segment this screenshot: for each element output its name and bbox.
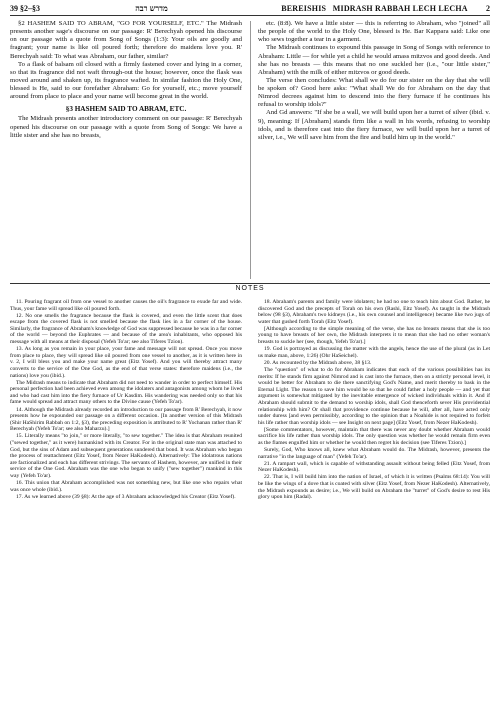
note: 18. Abraham's parents and family were idolaters; he had no one to teach him about God. Rather, he discovered God and the precepts of Torah on his own (Rashi, Eitz Yosef). As taught in the Midrash below (98 §3), Abraham's two kidneys (i.e., his own counsel and intelligence) became like two jugs of water that gushed forth Torah (Eitz Yosef). (258, 299, 490, 325)
note: 17. As we learned above (39 §8): At the age of 3 Abraham acknowledged his Creator (Eitz Yosef). (16, 493, 236, 500)
main-paragraph: The Midrash continues to expound this passage in Song of Songs with reference to Abraham: Little — for while yet a child he would amass mitzvos and good deeds. And she has no breasts — this means that no one suckled her (i.e., "our little sister," Abraham) with the milk of either mitzvos or good deeds. (258, 44, 490, 76)
main-paragraph: The verse then concludes: What shall we do for our sister on the day that she will be spoken of? Good here asks: "What shall We do for Abraham on the day that Nimrod decrees against him to descend into the fiery furnace if he continues his refusal to worship idols?" (258, 76, 490, 109)
main-paragraph: The Midrash presents another introductory comment on our passage: R' Berechyah opened his discourse on our passage with a quote from Song of Songs: We have a little sister and she has no breasts, (10, 115, 242, 139)
note: 12. No one smells the fragrance because the flask is covered, and even the little scent that does escape from the covered flask is not smelled because the flask lies in a far corner of the house. Similarly, the fragrance of Abraham's knowledge of God was suppressed because he was in a far corner of the world — beyond the Euphrates — and because of the area's inhabitants, who opposed his message with all means at their disposal (Yefeh To'ar; see also Tiferes Tzion). (10, 312, 242, 346)
header-page-number: 2 (486, 4, 490, 13)
note: 14. Although the Midrash already recorded an introduction to our passage from R' Berechyah, it now presents how he expounded our passage on a different occasion. [In another version of this Midrash (Shir HaShirim Rabbah on 1:2, §3), the preceding exposition is attributed to R' Yochanan rather than R' Berechyah (Yefeh To'ar; see also Maharzu).] (10, 406, 242, 433)
note: 22. That is, I will build him into the nation of Israel, of which it is written (Psalms 68:14): You will be like the wings of a dove that is coated with silver (Eitz Yosef, from Nezer HaKodesh). Alternatively, the Midrash expounds as desire; i.e., We will build on Abraham the "turret" of God's desire to rest His glory upon him (Radal). (258, 474, 490, 501)
column-divider (250, 21, 251, 279)
main-paragraph: To a flask of balsam oil closed with a firmly fastened cover and lying in a corner, so that its fragrance did not waft through-out the house; however, once the flask was moved around and shaken up, its fragrance wafted. In similar fashion the Holy One, blessed is He, said to our forefather Abraham: Go for yourself, etc.; move yourself around from place to place and your name will become great in the world. (10, 60, 242, 101)
note: 21. A rampart wall, which is capable of withstanding assault without being felled (Eitz Yosef, from Nezer HaKodesh). (258, 460, 490, 474)
notes-left-column (10, 299, 242, 708)
header-page-ref: 39 §2–§3 (10, 4, 40, 13)
main-left-column (10, 20, 242, 281)
note: 19. God is portrayed as discussing the matter with the angels, hence the use of the plural (as in Let us make man, above, 1:26) (Ohr HaSeichel). (258, 346, 490, 359)
section-heading: §3 HASHEM SAID TO ABRAM, ETC. (65, 105, 187, 114)
notes-heading: NOTES (235, 285, 265, 292)
note: 20. As recounted by the Midrash above, 38 §13. (264, 359, 372, 366)
note: [Although according to the simple meaning of the verse, she has no breasts means that she is too young to have breasts of her own, the Midrash interprets it to mean that she had no other woman's breasts to suckle her (see, though, Yefeh To'ar).] (258, 325, 490, 346)
note: The Midrash means to indicate that Abraham did not need to wander in order to perfect himself. His personal perfection had been achieved even among the idolaters and antagonists among whom he lived and who had cast him into the fiery furnace of Ur Kasdim. His wandering was needed only so that his fame would spread and attract many others to the Divine cause (Yefeh To'ar). (10, 379, 242, 406)
header-book-title: BEREISHIS MIDRASH RABBAH LECH LECHA (281, 4, 468, 13)
main-paragraph: And Gd answers: "If she be a wall, we will build upon her a turret of silver (ibid. v. 9), meaning: If [Abraham] stands firm like a wall in his words, refusing to worship idols, and is therefore cast into the fiery furnace, we will build upon her a turret of silver, i.e., We will save him from the fire and build him up in the world." (258, 109, 490, 141)
main-right-column (258, 20, 490, 281)
header-rule (10, 15, 490, 16)
note: 11. Pouring fragrant oil from one vessel to another causes the oil's fragrance to exude far and wide. Thus, your fame will spread like oil poured forth. (10, 299, 242, 312)
header-hebrew-running-title: מדרש רבה (135, 4, 168, 13)
notes-right-column (258, 299, 490, 708)
note: Surely, God, Who knows all, knew what Abraham would do. The Midrash, however, presents the narrative "in the language of man" (Yefeh To'ar). (258, 447, 490, 460)
running-header (10, 3, 490, 14)
note: 15. Literally means "to join," or more literally, "to sew together." The idea is that Abraham reunited ("sewed together," as it were) humankind with its Creator. For in the original state man was attached to God, but the sins of Adam and subsequent generations sundered that bond. It was Abraham who began the process of reattachment (Eitz Yosef, from Nezer HaKodesh). Alternatively: The idolatrous nations are factionalized and each has different strivings. The servants of Hashem, however, are unified in their service of the One God. Abraham was the one who began to unify ("sew together") mankind in this way (Yefeh To'ar). (10, 433, 242, 479)
note: The "question" of what to do for Abraham indicates that each of the various possibilities has its merits: If he stands firm against Nimrod and is cast into the furnace, then on a strictly personal level, it would be better for Abraham to die there sanctifying God's Name, and merit thereby to bask in the Eternal Light. The reason to save him would be so that he could father a holy people — and yet that argument is somewhat mitigated by the inevitable emergence of wicked individuals within it. And if Abraham should submit to the demand to worship idols, shall God thenceforth sever His providential relationship with him? Or shall that providence continue because he will, after all, have acted only under duress [and even permissibly, according to the opinion that a Noahide is not required to forfeit his life rather than worship idols — see Insight on next page] (Eitz Yosef, from Nezer HaKodesh). (258, 366, 490, 426)
note: 13. As long as you remain in your place, your fame and message will not spread. Once you move from place to place, they will spread like oil poured from one vessel to another, as it is written here in v. 2, I will bless you and make your name great (Eitz Yosef). And you will thereby attract many converts to the service of the One God, as the end of that verse states: therefore maidens (i.e., the nations) love you (ibid.). (10, 346, 242, 379)
main-paragraph: §2 HASHEM SAID TO ABRAM, "GO FOR YOURSELF, ETC." The Midrash presents another sage's discourse on our passage: R' Berechyah opened his discourse on our passage with a quote from Song of Songs (1:3): Your oils are goodly and fragrant; your name is like oil poured forth; therefore do maidens love you. R' Berechyah said: To what was Abraham, our father, similar? (10, 20, 242, 60)
notes-rule (10, 283, 490, 284)
note: [Some commentators, however, maintain that there was never any doubt whether Abraham would sacrifice his life rather than worship idols. The only question was whether he would remain firm even as the flames engulfed him or whether he would then regret his decision (see Tiferes Tzion).] (258, 426, 490, 446)
main-paragraph: etc. (8:8). We have a little sister — this is referring to Abraham, who "joined" all the people of the world to the Holy One, blessed is He. Bar Kappara said: Like one who sews together a tear in a garment. (258, 20, 490, 44)
note: 16. This union that Abraham accomplished was not something new, but like one who repairs what was once whole (ibid.). (10, 480, 242, 493)
